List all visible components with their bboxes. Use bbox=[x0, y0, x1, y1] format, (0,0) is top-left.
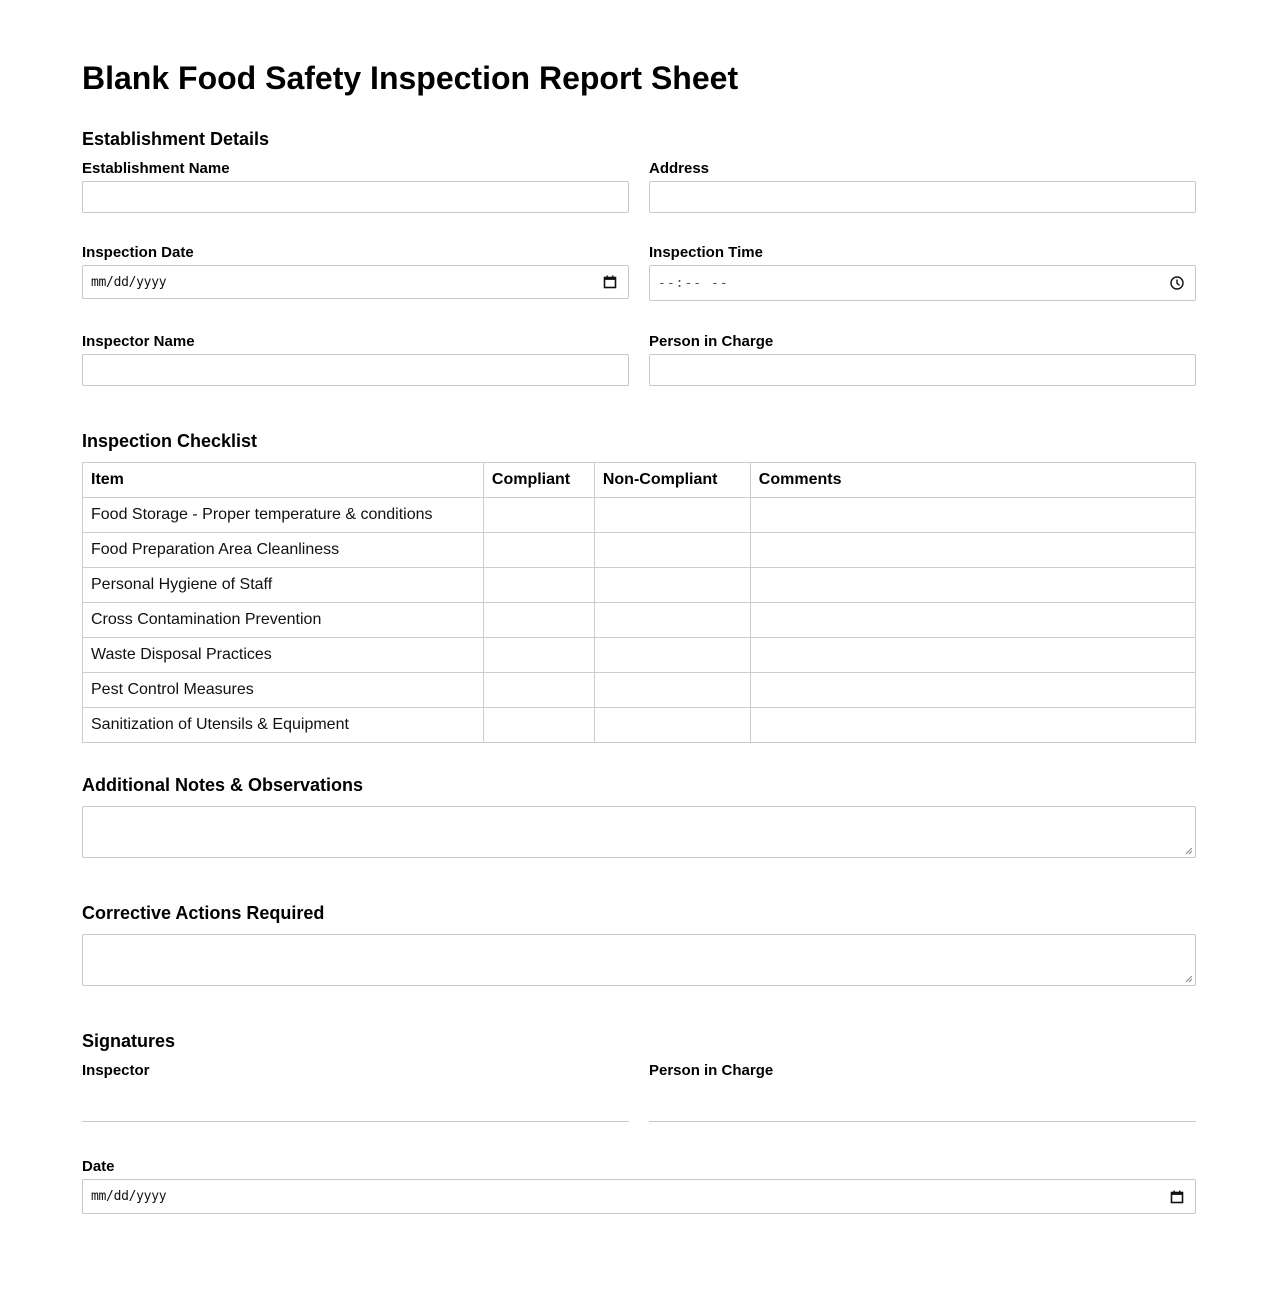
table-row bbox=[83, 708, 1196, 743]
comments-cell[interactable] bbox=[750, 708, 1195, 743]
signature-date-label: Date bbox=[82, 1158, 115, 1175]
inspector-name-label: Inspector Name bbox=[82, 333, 195, 350]
corrective-actions-heading: Corrective Actions Required bbox=[82, 903, 325, 923]
inspection-time-placeholder: --:-- -- bbox=[658, 275, 729, 291]
non-compliant-cell[interactable] bbox=[594, 638, 750, 673]
column-header-compliant: Compliant bbox=[483, 463, 594, 498]
inspection-checklist-heading: Inspection Checklist bbox=[82, 431, 258, 451]
comments-cell[interactable] bbox=[750, 673, 1195, 708]
non-compliant-cell[interactable] bbox=[594, 603, 750, 638]
inspection-checklist-table bbox=[82, 462, 1196, 743]
item-cell: Cross Contamination Prevention bbox=[83, 603, 484, 638]
person-in-charge-signature-line[interactable] bbox=[649, 1121, 1196, 1122]
non-compliant-cell[interactable] bbox=[594, 533, 750, 568]
inspection-date-placeholder: mm/dd/yyyy bbox=[91, 274, 167, 290]
inspector-name-input[interactable] bbox=[82, 354, 629, 386]
compliant-cell[interactable] bbox=[483, 533, 594, 568]
resize-handle-icon[interactable] bbox=[1185, 847, 1193, 855]
table-row bbox=[83, 638, 1196, 673]
inspection-date-input[interactable] bbox=[82, 265, 629, 299]
comments-cell[interactable] bbox=[750, 568, 1195, 603]
table-row bbox=[83, 533, 1196, 568]
inspector-signature-label: Inspector bbox=[82, 1062, 150, 1079]
table-header-row bbox=[83, 463, 1196, 498]
calendar-icon[interactable] bbox=[1169, 1189, 1185, 1205]
inspector-signature-line[interactable] bbox=[82, 1121, 629, 1122]
non-compliant-cell[interactable] bbox=[594, 498, 750, 533]
column-header-non-compliant: Non-Compliant bbox=[594, 463, 750, 498]
establishment-name-input[interactable] bbox=[82, 181, 629, 213]
comments-cell[interactable] bbox=[750, 638, 1195, 673]
person-in-charge-signature-label: Person in Charge bbox=[649, 1062, 774, 1079]
non-compliant-cell[interactable] bbox=[594, 568, 750, 603]
table-row bbox=[83, 603, 1196, 638]
signature-date-placeholder: mm/dd/yyyy bbox=[91, 1189, 167, 1204]
compliant-cell[interactable] bbox=[483, 673, 594, 708]
address-input[interactable] bbox=[649, 181, 1196, 213]
comments-cell[interactable] bbox=[750, 498, 1195, 533]
item-cell: Food Preparation Area Cleanliness bbox=[83, 533, 484, 568]
page-title: Blank Food Safety Inspection Report Sheet bbox=[82, 60, 739, 96]
compliant-cell[interactable] bbox=[483, 603, 594, 638]
establishment-name-label: Establishment Name bbox=[82, 160, 230, 177]
corrective-actions-textarea[interactable] bbox=[82, 934, 1196, 986]
table-row bbox=[83, 498, 1196, 533]
calendar-icon[interactable] bbox=[602, 274, 618, 290]
column-header-item: Item bbox=[83, 463, 484, 498]
establishment-details-heading: Establishment Details bbox=[82, 129, 270, 149]
column-header-comments: Comments bbox=[750, 463, 1195, 498]
table-row bbox=[83, 673, 1196, 708]
item-cell: Waste Disposal Practices bbox=[83, 638, 484, 673]
resize-handle-icon[interactable] bbox=[1185, 975, 1193, 983]
signatures-heading: Signatures bbox=[82, 1031, 176, 1051]
inspection-time-input[interactable] bbox=[649, 265, 1196, 301]
person-in-charge-input[interactable] bbox=[649, 354, 1196, 386]
item-cell: Sanitization of Utensils & Equipment bbox=[83, 708, 484, 743]
comments-cell[interactable] bbox=[750, 603, 1195, 638]
additional-notes-textarea[interactable] bbox=[82, 806, 1196, 858]
compliant-cell[interactable] bbox=[483, 638, 594, 673]
comments-cell[interactable] bbox=[750, 533, 1195, 568]
table-row bbox=[83, 568, 1196, 603]
item-cell: Pest Control Measures bbox=[83, 673, 484, 708]
person-in-charge-label: Person in Charge bbox=[649, 333, 774, 350]
compliant-cell[interactable] bbox=[483, 568, 594, 603]
non-compliant-cell[interactable] bbox=[594, 673, 750, 708]
item-cell: Personal Hygiene of Staff bbox=[83, 568, 484, 603]
address-label: Address bbox=[649, 160, 710, 177]
non-compliant-cell[interactable] bbox=[594, 708, 750, 743]
compliant-cell[interactable] bbox=[483, 708, 594, 743]
additional-notes-heading: Additional Notes & Observations bbox=[82, 775, 364, 795]
inspection-time-label: Inspection Time bbox=[649, 244, 763, 261]
signature-date-input[interactable] bbox=[82, 1179, 1196, 1214]
compliant-cell[interactable] bbox=[483, 498, 594, 533]
item-cell: Food Storage - Proper temperature & conditions bbox=[83, 498, 484, 533]
inspection-date-label: Inspection Date bbox=[82, 244, 194, 261]
clock-icon[interactable] bbox=[1169, 275, 1185, 291]
